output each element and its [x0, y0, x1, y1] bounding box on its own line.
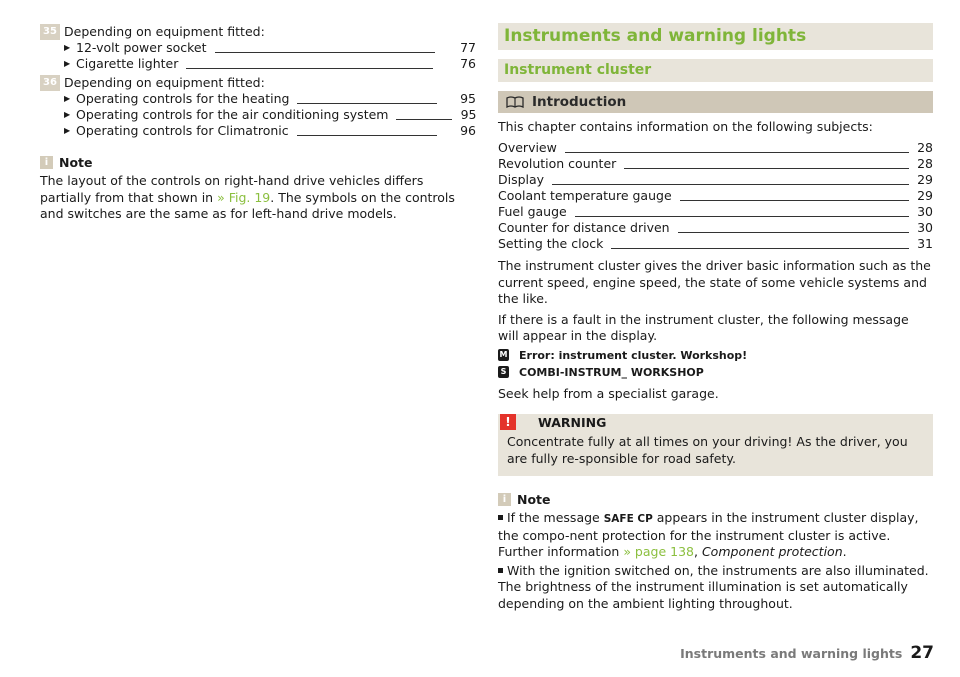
toc-list	[498, 140, 933, 252]
legend-entry	[64, 91, 476, 107]
toc-entry-page: 31	[917, 236, 933, 251]
display-message	[498, 364, 933, 381]
toc-entry[interactable]	[498, 204, 933, 220]
note-text: The layout of the controls on right-hand drive vehicles differs partially from that shown in	[40, 173, 424, 205]
display-message-text: COMBI-INSTRUM_ WORKSHOP	[519, 365, 704, 379]
leader-line	[565, 152, 909, 153]
note-title: Note	[59, 154, 93, 170]
toc-entry-page: 30	[917, 220, 933, 235]
warning-title: WARNING	[538, 414, 607, 430]
toc-entry[interactable]	[498, 220, 933, 236]
warning-icon: !	[500, 414, 516, 430]
leader-line	[624, 168, 909, 169]
note-paragraph	[40, 173, 476, 223]
legend-entry-page: 95	[460, 91, 476, 106]
body-paragraph: The instrument cluster gives the driver basic information such as the current speed, engine speed, the state of some vehicle systems and the like.	[498, 258, 931, 306]
leader-line	[678, 232, 910, 233]
legend-entry	[64, 123, 476, 139]
note-heading	[40, 153, 476, 171]
segment-display-icon: S	[498, 366, 509, 378]
note-text: . The symbols on the controls and switches are the same as for left-hand drive models.	[40, 189, 455, 221]
triangle-bullet-icon: ▶	[64, 59, 71, 68]
legend-badge: 36	[40, 75, 60, 91]
page-link[interactable]: » page 138	[623, 544, 694, 559]
toc-entry-text: Fuel gauge	[498, 204, 567, 219]
note-title: Note	[517, 491, 551, 507]
body-paragraph: If there is a fault in the instrument cluster, the following message will appear in the display.	[498, 311, 909, 343]
leader-line	[297, 103, 437, 104]
legend-badge: 35	[40, 24, 60, 40]
toc-entry-text: Revolution counter	[498, 156, 617, 171]
toc-entry[interactable]	[498, 172, 933, 188]
note-text: .	[842, 544, 847, 559]
display-message	[498, 347, 933, 364]
note-text: If the message	[507, 510, 604, 525]
legend-entry-page: 96	[460, 123, 476, 138]
toc-entry[interactable]	[498, 236, 933, 252]
figure-link[interactable]: » Fig. 19	[217, 189, 271, 205]
triangle-bullet-icon: ▶	[64, 94, 71, 103]
message-list	[498, 347, 933, 381]
toc-entry[interactable]	[498, 156, 933, 172]
legend-entry-page: 76	[460, 56, 476, 71]
body-paragraph: Seek help from a specialist garage.	[498, 385, 719, 401]
leader-line	[552, 184, 909, 185]
legend-entry-text: Operating controls for the air conditioning system	[76, 107, 389, 122]
note-text: ,	[694, 544, 702, 559]
intro-text: This chapter contains information on the following subjects:	[498, 119, 873, 134]
legend-entry-text: Operating controls for Climatronic	[76, 123, 289, 138]
legend-entry	[64, 107, 476, 123]
toc-entry-text: Overview	[498, 140, 557, 155]
toc-entry-text: Coolant temperature gauge	[498, 188, 672, 203]
toc-entry-page: 30	[917, 204, 933, 219]
legend-entry-text: Cigarette lighter	[76, 56, 179, 71]
page-number: 27	[910, 643, 934, 663]
triangle-bullet-icon: ▶	[64, 110, 71, 119]
left-column	[40, 0, 476, 223]
leader-line	[680, 200, 909, 201]
book-icon	[506, 96, 524, 108]
note-bullet	[498, 563, 933, 613]
page-footer	[680, 643, 934, 663]
toc-entry[interactable]	[498, 140, 933, 156]
leader-line	[611, 248, 909, 249]
leader-line	[396, 119, 452, 120]
toc-entry-page: 28	[917, 156, 933, 171]
toc-entry-page: 29	[917, 172, 933, 187]
legend-item	[40, 24, 476, 72]
display-code: SAFE CP	[603, 513, 653, 525]
triangle-bullet-icon: ▶	[64, 126, 71, 135]
display-message-text: Error: instrument cluster. Workshop!	[519, 348, 748, 362]
legend-entry-page: 77	[460, 40, 476, 55]
legend-entry-text: 12-volt power socket	[76, 40, 207, 55]
chapter-heading: Instruments and warning lights	[498, 23, 933, 50]
footer-section-title: Instruments and warning lights	[680, 646, 903, 661]
note-text: With the ignition switched on, the instruments are also illuminated. The brightness of the instrument illumination is set automatically depending on the ambient lighting throughout.	[498, 562, 929, 611]
note-heading	[498, 490, 933, 508]
leader-line	[575, 216, 909, 217]
toc-entry-page: 28	[917, 140, 933, 155]
legend-entry	[64, 40, 476, 56]
section-heading: Instrument cluster	[498, 59, 933, 82]
square-bullet-icon	[498, 515, 503, 520]
legend-heading: Depending on equipment fitted:	[64, 75, 265, 90]
note-italic-text: Component protection	[701, 544, 843, 559]
toc-entry[interactable]	[498, 188, 933, 204]
leader-line	[297, 135, 437, 136]
maxi-dot-display-icon: M	[499, 350, 508, 359]
right-column	[498, 0, 933, 612]
warning-heading	[498, 414, 933, 430]
triangle-bullet-icon: ▶	[64, 43, 71, 52]
legend-item	[40, 75, 476, 139]
toc-entry-page: 29	[917, 188, 933, 203]
legend-entry	[64, 56, 476, 72]
toc-entry-text: Setting the clock	[498, 236, 604, 251]
subsection-title: Introduction	[532, 94, 627, 110]
legend-entry-page: 95	[460, 107, 477, 122]
leader-line	[215, 52, 435, 53]
note-text: appears in the instrument cluster display, the compo-nent protection for the instrument cluster is active. Further information	[498, 510, 919, 559]
warning-box	[498, 414, 933, 476]
legend-entry-text: Operating controls for the heating	[76, 91, 290, 106]
subsection-heading	[498, 91, 933, 113]
note-bullet	[498, 510, 933, 561]
leader-line	[186, 68, 433, 69]
toc-entry-text: Counter for distance driven	[498, 220, 670, 235]
toc-entry-text: Display	[498, 172, 545, 187]
legend-heading: Depending on equipment fitted:	[64, 24, 265, 39]
info-icon: i	[40, 156, 53, 169]
warning-text: Concentrate fully at all times on your driving! As the driver, you are fully re-sponsible for road safety.	[507, 434, 908, 466]
info-icon: i	[498, 493, 511, 506]
square-bullet-icon	[498, 568, 503, 573]
